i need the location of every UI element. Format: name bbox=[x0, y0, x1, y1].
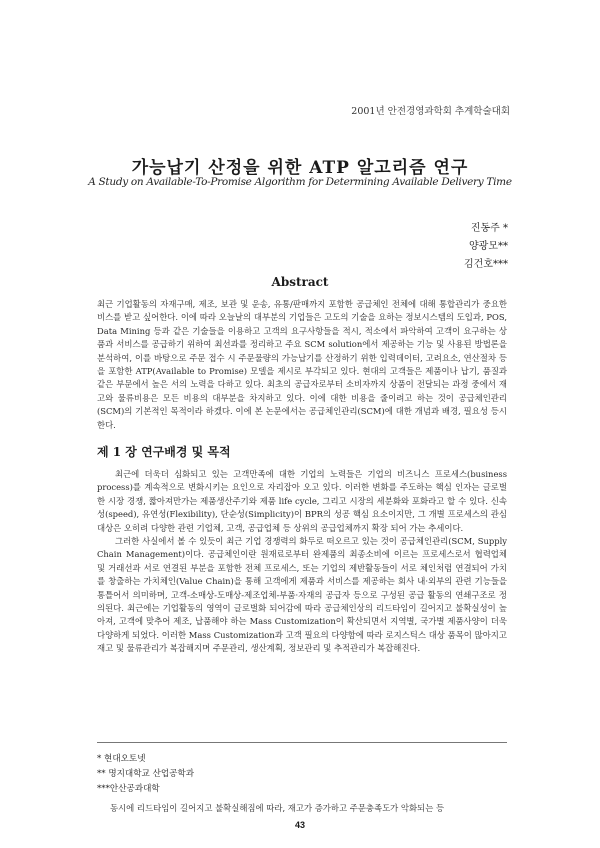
section-paragraph-1: 최근에 더욱더 심화되고 있는 고객만족에 대한 기업의 노력들은 기업의 비즈니스 프로세스(business process)를 계속적으로 변화시키는 요인으로 자리잡아 오고 있다. 이러한 변화를 주도하는 핵심 인자는 글로벌한 시장 경쟁, 짧아져만가는 제품생산주기와 제품 life cycle, 그리고 시장의 세분화와 포화라고 할 수 있다. 신속성(speed), 유연성(Flexibility), 단순성(Simplicity)이 BPR의 성공 핵심 요소이지만, 그 개별 프로세스의 관심대상은 오히려 다양한 관련 기업체, 고객, 공급업체 등 상위의 공급업체까지 확장 되어 가는 추세이다. bbox=[97, 469, 507, 533]
author-3: 김건호*** bbox=[464, 259, 508, 270]
section-paragraph-2: 그러한 사실에서 볼 수 있듯이 최근 기업 경쟁력의 화두로 떠오르고 있는 것이 공급체인관리(SCM, Supply Chain Management)이다. 공급체인이란 원재료로부터 완제품의 최종소비에 이르는 프로세스로서 협력업체 및 거래선과 서로 연결된 부분을 포함한 전체 프로세스, 또는 기업의 제반활동들이 서로 체인처럼 연결되어 가치를 창출하는 가치체인(Value Chain)을 통해 고객에게 제품과 서비스를 제공하는 회사 내·외부의 관련 기능들을 통틀어서 의미하며, 고객-소매상-도매상-제조업체-부품·자재의 공급자 등으로 구성된 공급 활동의 연쇄구조로 정의된다. 최근에는 기업활동의 영역이 글로벌화 되어감에 따라 공급체인상의 리드타임이 길어지고 불확실성이 높아져, 고객에 맞추어 제조, 납품해야 하는 Mass Customization이 확산되면서 지역별, 국가별 제품사양이 더욱 다양하게 되었다. 이러한 Mass Customization과 고객 필요의 다양함에 따라 로지스틱스 대상 품목이 많아지고 재고 및 물류관리가 복잡해지며 주문관리, 생산계획, 정보관리 및 추적관리가 복잡해진다. bbox=[97, 536, 507, 654]
section-body bbox=[97, 468, 507, 656]
paper-title: 가능납기 산정을 위한 ATP 알고리즘 연구 bbox=[131, 158, 469, 178]
author-1: 진동주 * bbox=[470, 223, 508, 234]
section-heading: 제 1 장 연구배경 및 목적 bbox=[97, 445, 231, 459]
paper-subtitle: A Study on Available-To-Promise Algorithm for Determining Available Delivery Time bbox=[88, 176, 512, 188]
running-head: 2001년 안전경영과학회 추계학술대회 bbox=[351, 106, 510, 117]
footnote-3: ***안산공과대학 bbox=[97, 784, 160, 794]
author-2: 양광모** bbox=[469, 241, 508, 252]
footnotes bbox=[97, 752, 194, 797]
footnote-2: ** 명지대학교 산업공학과 bbox=[97, 769, 195, 779]
footnote-divider bbox=[97, 742, 507, 743]
page-number: 43 bbox=[294, 820, 305, 830]
author-list bbox=[464, 220, 508, 274]
abstract-heading: Abstract bbox=[271, 275, 329, 289]
footnote-1: * 현대오토넷 bbox=[97, 754, 146, 764]
abstract-body: 최근 기업활동의 자재구매, 제조, 보관 및 운송, 유통/판매까지 포함한 공급체인 전체에 대해 통합관리가 중요한 비스를 받고 싶어한다. 이에 따라 오늘날의 대부분의 기업들은 고도의 기술을 요하는 정보시스템의 도입과, POS, Data Mining 등과 같은 기술들을 이용하고 고객의 요구사항들을 적시, 적소에서 파악하여 고객이 요구하는 상품과 서비스를 공급하기 위하여 최선과를 정리하고 주요 SCM solution에서 제공하는 기능 및 사용된 방법론을 분석하여, 이를 바탕으로 주문 접수 시 주문물량의 가능납기를 산정하기 위한 입력데이터, 고려요소, 연산절차 등을 포함한 ATP(Available to Promise) 모델을 제시로 부각되고 있다. 현대의 고객들은 제품이나 납기, 품질과 같은 부문에서 높은 서의 노력을 다하고 있다. 최초의 공급자로부터 소비자까지 상품이 전달되는 과정 중에서 재고와 물류비용은 모든 비용의 대부분을 차지하고 있다. 이에 대한 비용을 줄이려고 하는 것이 공급체인관리(SCM)의 기본적인 목적이라 하겠다. 이에 본 논문에서는 공급체인관리(SCM)에 대한 개념과 배경, 필요성 등시한다. bbox=[97, 299, 507, 430]
continued-text-line: 동시에 리드타임이 길어지고 불확실해짐에 따라, 재고가 증가하고 주문충족도가 악화되는 등 bbox=[110, 803, 445, 813]
